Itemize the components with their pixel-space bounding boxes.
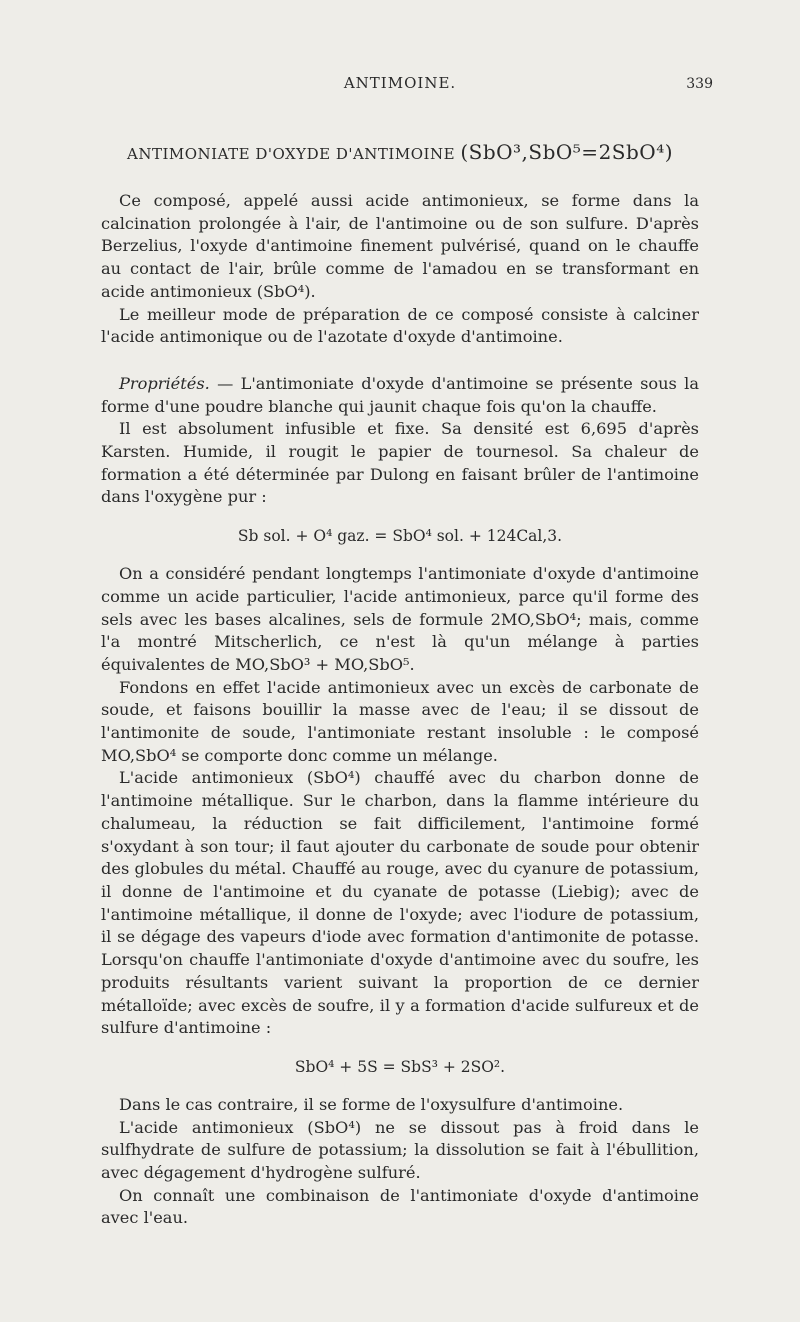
paragraph-2: Le meilleur mode de préparation de ce composé consiste à calciner l'acide antimonique ou de l'azotate d'oxyde d'antimoine. [101, 304, 699, 347]
paragraph-7: L'acide antimonieux (SbO⁴) chauffé avec du charbon donne de l'antimoine métallique. Sur le charbon, dans la flamme intérieure du chalumeau, la réduction se fait difficilement, l'antimoine formé s'oxydant à son tour; il faut ajouter du carbonate de soude pour obtenir des globules du métal. Chauffé au rouge, avec du cyanure de potassium, il donne de l'antimoine et du cyanate de potasse (Liebig); avec de l'antimoine métallique, il donne de l'oxyde; avec l'iodure de potassium, il se dégage des vapeurs d'iode avec formation d'antimonite de potasse. Lorsqu'on chauffe l'antimoniate d'oxyde d'antimoine avec du soufre, les produits résultants varient suivant la proportion de ce dernier métalloïde; avec excès de soufre, il y a formation d'acide sulfureux et de sulfure d'antimoine : [101, 768, 699, 1038]
paragraph-3-text: — L'antimoniate d'oxyde d'antimoine se présente sous la forme d'une poudre blanche qui jaunit chaque fois qu'on la chauffe. [101, 373, 699, 416]
section-formula: (SbO³,SbO⁵=2SbO⁴) [460, 140, 674, 164]
paragraph-1: Ce composé, appelé aussi acide antimonieux, se forme dans la calcination prolongée à l'air, de l'antimoine ou de son sulfure. D'après Berzelius, l'oxyde d'antimoine finement pulvérisé, quand on le chauffe au contact de l'air, brûle comme de l'amadou en se transformant en acide antimonieux (SbO⁴). [101, 191, 699, 301]
paragraph-10: On connaît une combinaison de l'antimoniate d'oxyde d'antimoine avec l'eau. [101, 1185, 699, 1228]
section-title: ANTIMONIATE D'OXYDE D'ANTIMOINE [126, 145, 456, 163]
paragraph-4: Il est absolument infusible et fixe. Sa densité est 6,695 d'après Karsten. Humide, il rougit le papier de tournesol. Sa chaleur de formation a été déterminée par Dulong en faisant brûler de l'antimoine dans l'oxygène pur : [101, 419, 699, 507]
page-number: 339 [686, 76, 713, 92]
formula-2: SbO⁴ + 5S = SbS³ + 2SO². [294, 1057, 506, 1076]
page-header [0, 74, 800, 98]
paragraph-3 [101, 373, 699, 418]
page-content [101, 140, 699, 1230]
paragraph-5: On a considéré pendant longtemps l'antimoniate d'oxyde d'antimoine comme un acide particulier, l'acide antimonieux, parce qu'il forme des sels avec les bases alcalines, sels de formule 2MO,SbO⁴; mais, comme l'a montré Mitscherlich, ce n'est là qu'un mélange à parties équivalentes de MO,SbO³ + MO,SbO⁵. [101, 564, 699, 674]
section-heading [101, 140, 699, 164]
paragraph-8: Dans le cas contraire, il se forme de l'oxysulfure d'antimoine. [119, 1094, 624, 1114]
spacer [101, 349, 699, 373]
formula-1: Sb sol. + O⁴ gaz. = SbO⁴ sol. + 124Cal,3. [237, 527, 563, 546]
properties-label: Propriétés. [119, 373, 210, 393]
running-title: ANTIMOINE. [343, 74, 457, 92]
paragraph-6: Fondons en effet l'acide antimonieux avec un excès de carbonate de soude, et faisons bouillir la masse avec de l'eau; il se dissout de l'antimonite de soude, l'antimoniate restant insoluble : le composé MO,SbO⁴ se comporte donc comme un mélange. [101, 677, 699, 765]
paragraph-9: L'acide antimonieux (SbO⁴) ne se dissout pas à froid dans le sulfhydrate de sulfure de potassium; la dissolution se fait à l'ébullition, avec dégagement d'hydrogène sulfuré. [101, 1117, 699, 1183]
